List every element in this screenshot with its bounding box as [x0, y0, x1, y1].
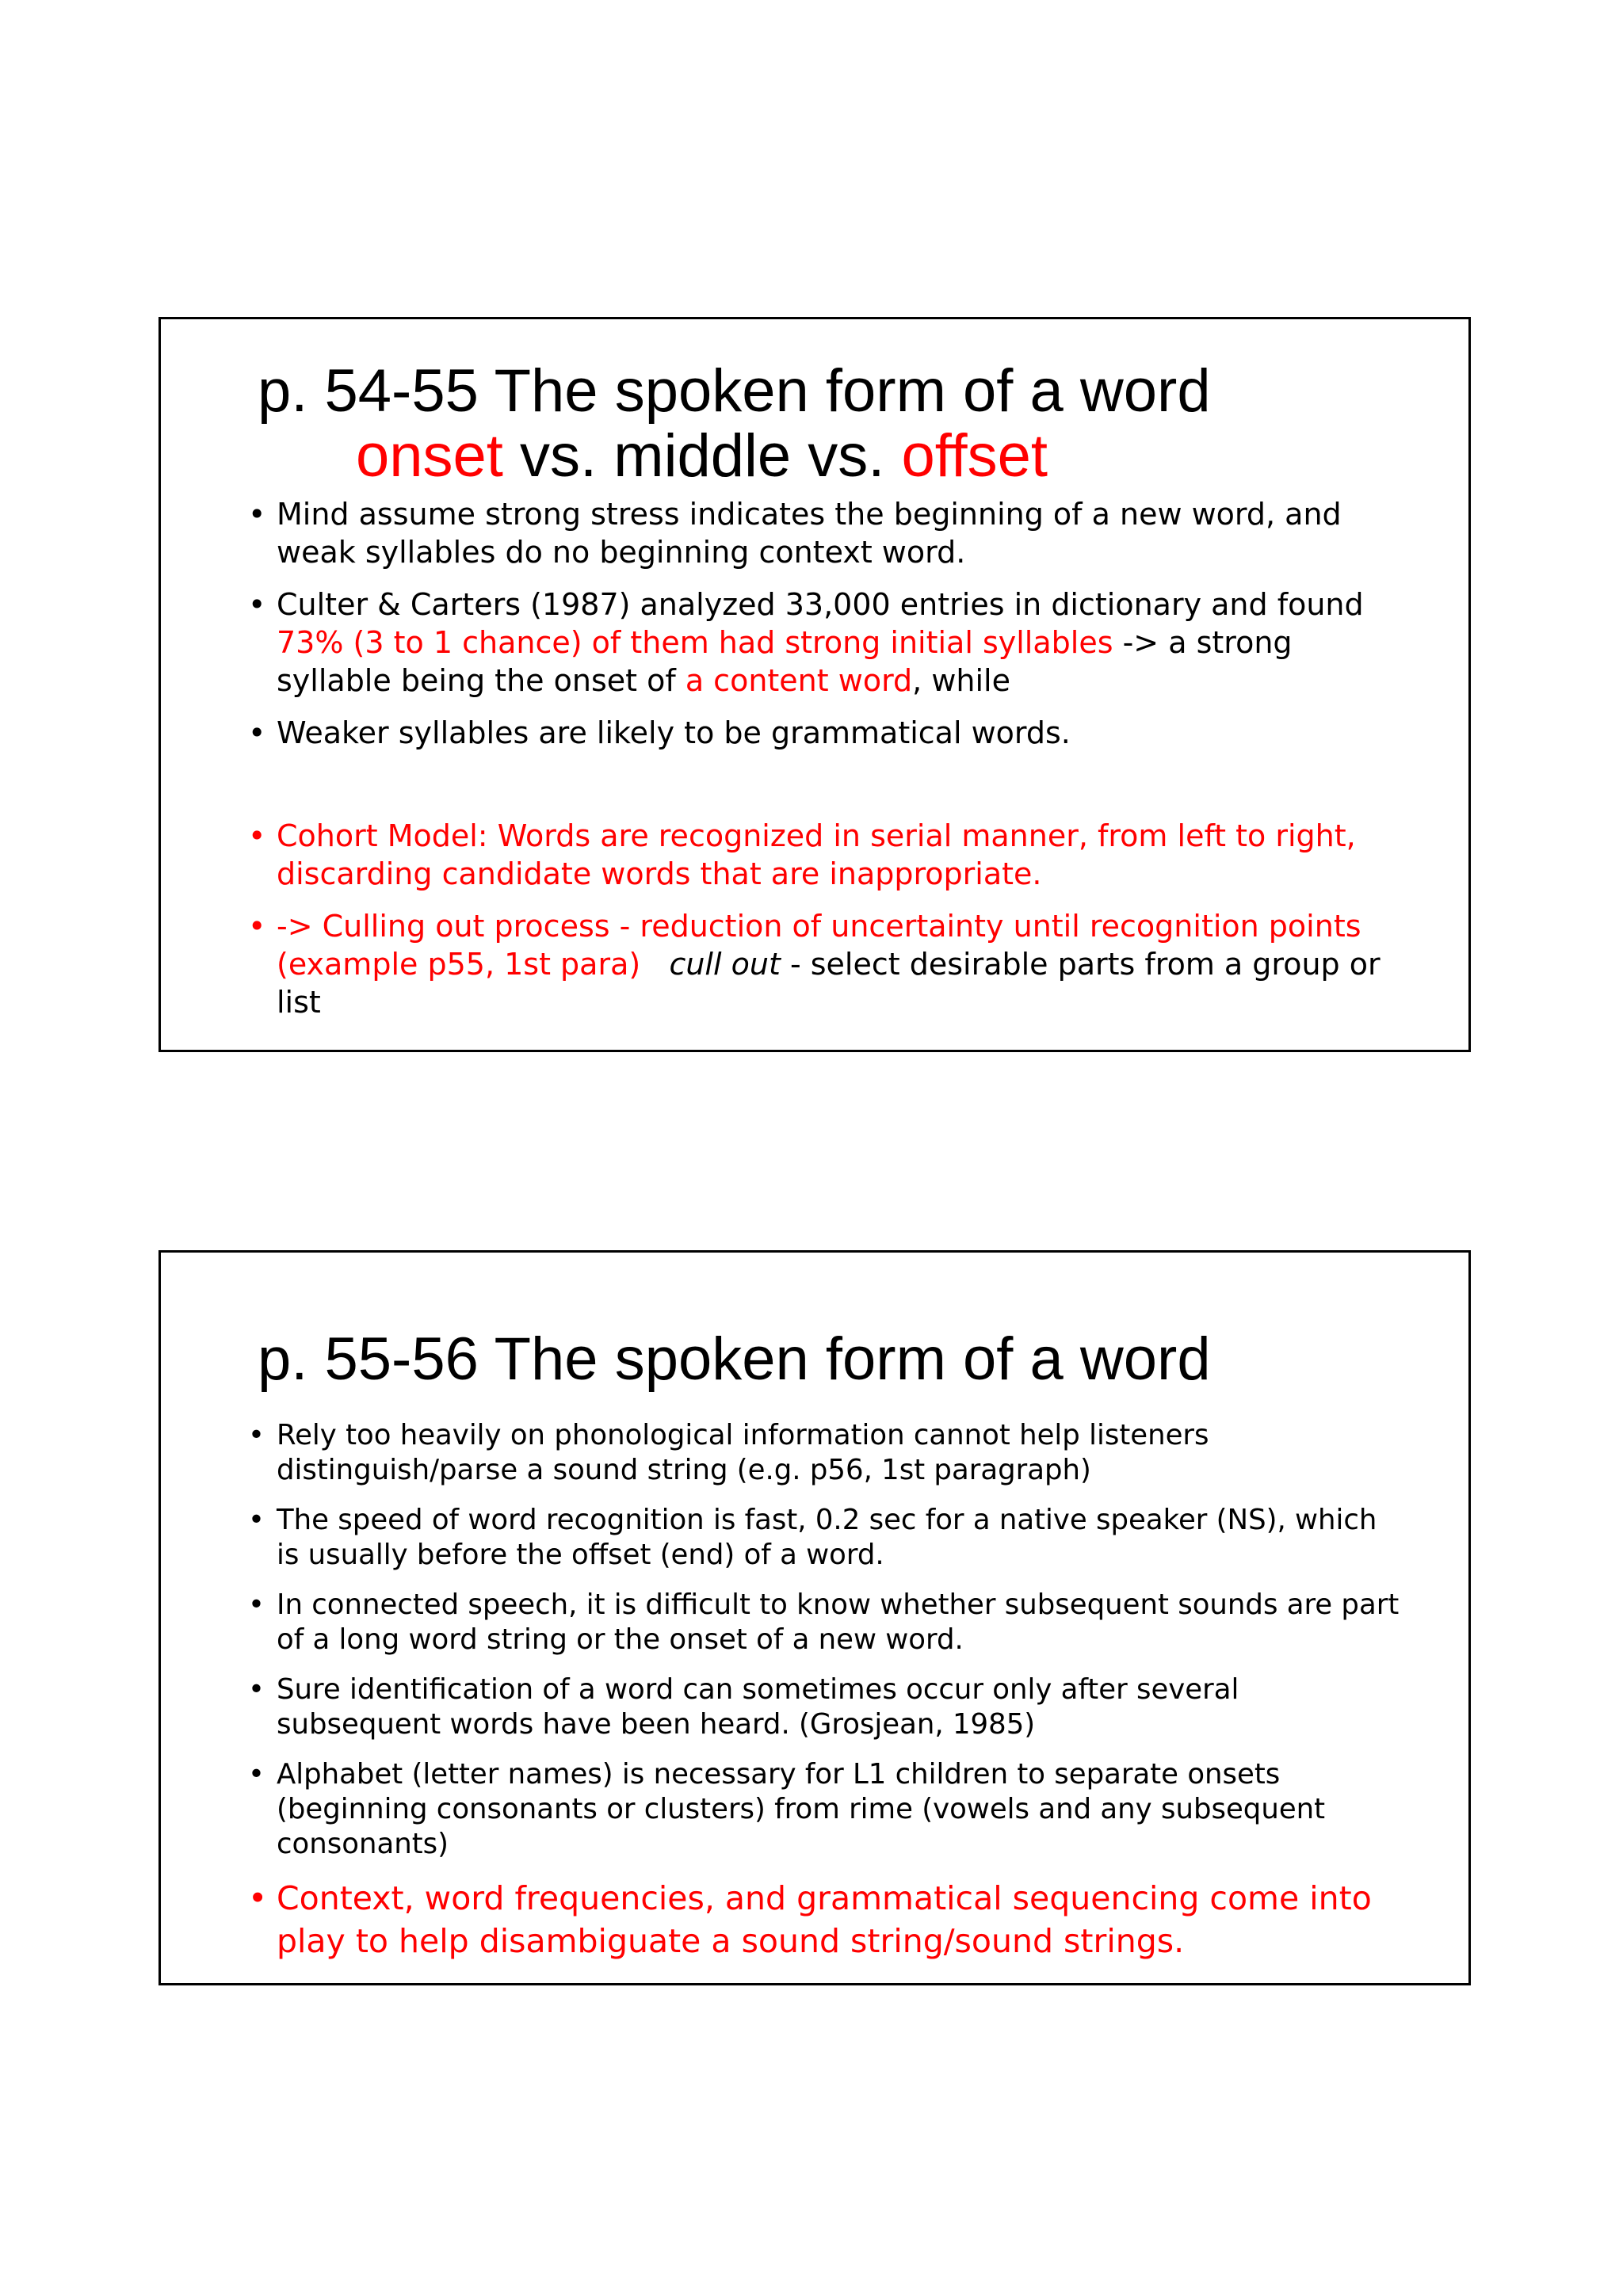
list-item — [245, 1877, 1402, 1962]
title-onset-word: onset — [356, 422, 503, 490]
slide-1-title — [258, 359, 1211, 489]
slide-1-title-line2 — [258, 424, 1211, 489]
bullet-text: Cohort Model: Words are recognized in serial manner, from left to right, discarding candidate words that are inappropriate. — [277, 818, 1356, 891]
list-item — [245, 1757, 1402, 1862]
bullet-glyph: • — [248, 1673, 265, 1706]
slide-2-title: p. 55-56 The spoken form of a word — [258, 1325, 1211, 1393]
slide-2-bullet-list — [245, 1418, 1402, 1978]
slide-1-bullet-list — [245, 495, 1402, 1035]
bullet-text: Mind assume strong stress indicates the beginning of a new word, and weak syllables do no beginning context word. — [277, 497, 1342, 570]
bullet-glyph: • — [248, 909, 266, 944]
list-item — [245, 1418, 1402, 1488]
bullet-text: Weaker syllables are likely to be grammatical words. — [277, 715, 1071, 750]
bullet-glyph: • — [248, 818, 266, 853]
list-item — [245, 1588, 1402, 1657]
bullet-highlight-73-percent: 73% (3 to 1 chance) of them had strong initial syllables — [277, 625, 1113, 660]
bullet-glyph: • — [248, 1758, 265, 1791]
list-item — [245, 817, 1402, 893]
list-item — [245, 585, 1402, 700]
slide-2 — [158, 1250, 1471, 1985]
bullet-glyph: • — [248, 587, 266, 622]
list-item — [245, 907, 1402, 1021]
bullet-glyph: • — [248, 1879, 268, 1917]
bullet-text: -> Culling out process - reduction of uncertainty until recognition points (example p55, 1st para) — [277, 909, 1361, 982]
title-vs-middle-vs: vs. middle vs. — [502, 422, 902, 490]
bullet-glyph: • — [248, 1504, 265, 1536]
bullet-text: Sure identification of a word can sometimes occur only after several subsequent words have been heard. (Grosjean, 1985) — [277, 1673, 1239, 1741]
title-offset-word: offset — [901, 422, 1048, 490]
list-item — [245, 1503, 1402, 1573]
bullet-text: Rely too heavily on phonological information cannot help listeners distinguish/parse a sound string (e.g. p56, 1st paragraph) — [277, 1419, 1209, 1486]
slide-1 — [158, 317, 1471, 1052]
bullet-text: Culter & Carters (1987) analyzed 33,000 entries in dictionary and found — [277, 587, 1364, 622]
bullet-highlight-content-word: a content word — [685, 663, 913, 698]
bullet-text: - select desirable parts from a group or list — [277, 947, 1381, 1020]
list-item — [245, 1672, 1402, 1742]
bullet-text: Alphabet (letter names) is necessary for L1 children to separate onsets (beginning consonants or clusters) from rime (vowels and any subsequent consonants) — [277, 1758, 1326, 1860]
bullet-text: -> a strong syllable being the onset of — [277, 625, 1293, 698]
bullet-glyph: • — [248, 1419, 265, 1451]
bullet-term-cull-out: cull out — [669, 947, 781, 982]
bullet-glyph: • — [248, 1589, 265, 1621]
bullet-text: In connected speech, it is difficult to know whether subsequent sounds are part of a long word string or the onset of a new word. — [277, 1589, 1400, 1656]
bullet-glyph: • — [248, 715, 266, 750]
list-item — [245, 714, 1402, 752]
bullet-glyph: • — [248, 497, 266, 532]
list-item — [245, 495, 1402, 571]
bullet-text: , while — [912, 663, 1010, 698]
slide-1-title-line1: p. 54-55 The spoken form of a word — [258, 357, 1211, 425]
bullet-text: The speed of word recognition is fast, 0.2 sec for a native speaker (NS), which is usually before the offset (end) of a word. — [277, 1504, 1377, 1571]
bullet-text: Context, word frequencies, and grammatical sequencing come into play to help disambiguate a sound string/sound strings. — [277, 1879, 1372, 1960]
